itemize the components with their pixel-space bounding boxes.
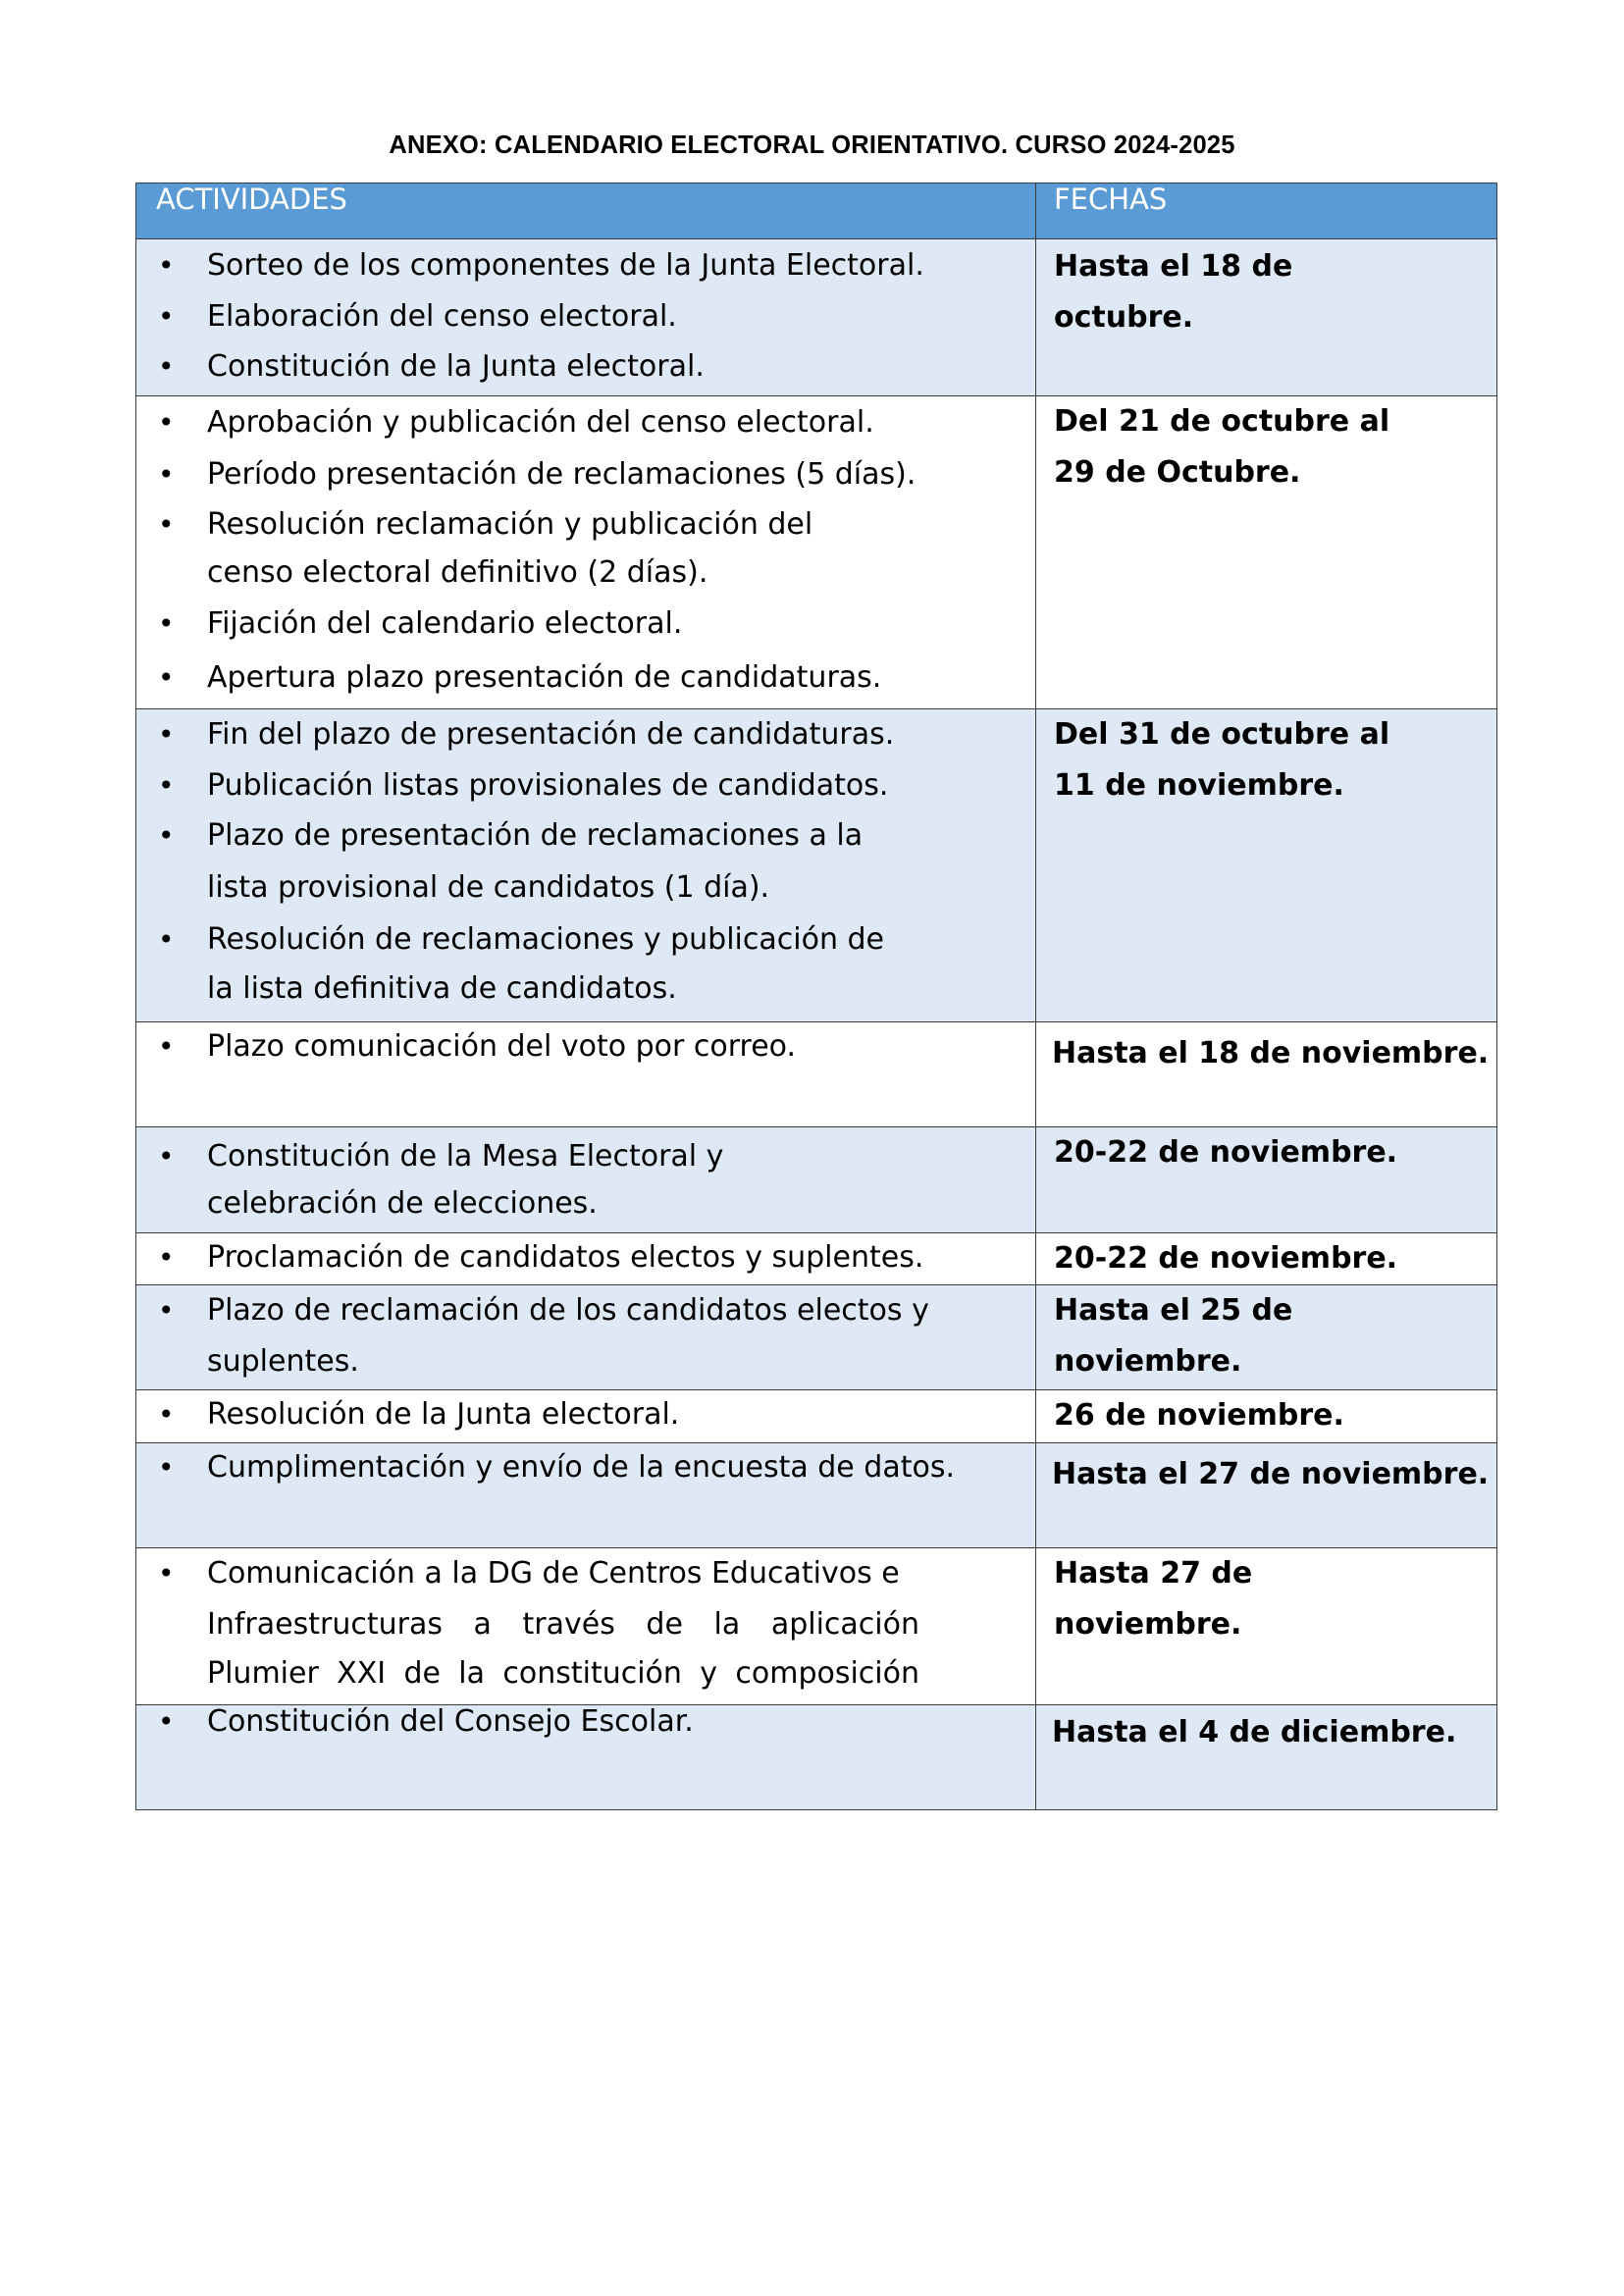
list-item-line: Plumier XXI de la constitución y composición <box>207 1656 919 1691</box>
list-item: • Plazo comunicación del voto por correo. <box>136 1022 1035 1071</box>
list-item <box>136 811 1035 915</box>
date-cell <box>1036 709 1496 811</box>
list-item: • Constitución de la Junta electoral. <box>136 342 1035 391</box>
date-line: 26 de noviembre. <box>1054 1398 1344 1433</box>
list-item: • Aprobación y publicación del censo electoral. <box>136 396 1035 448</box>
date-line: Hasta el 18 de noviembre. <box>1052 1036 1490 1070</box>
list-item-line: • Plazo de presentación de reclamaciones a la <box>207 818 864 853</box>
list-item: • Elaboración del censo electoral. <box>136 290 1035 342</box>
activities-header: ACTIVIDADES <box>136 183 1036 239</box>
date-cell <box>1036 1548 1496 1650</box>
table-row <box>136 1390 1497 1443</box>
table-row <box>136 1022 1497 1127</box>
table-row <box>136 1127 1497 1233</box>
list-item: • Período presentación de reclamaciones (5 días). <box>136 448 1035 500</box>
list-item-line: • Comunicación a la DG de Centros Educativos e <box>207 1556 900 1591</box>
document-title: ANEXO: CALENDARIO ELECTORAL ORIENTATIVO. CURSO 2024-2025 <box>389 131 1235 159</box>
date-line: Hasta el 25 de <box>1054 1293 1293 1328</box>
list-item: • Fin del plazo de presentación de candidaturas. <box>136 709 1035 760</box>
date-line: Hasta el 18 de <box>1054 249 1293 284</box>
list-item: • Publicación listas provisionales de candidatos. <box>136 760 1035 811</box>
date-cell <box>1036 239 1496 343</box>
list-item <box>136 1548 1035 1697</box>
date-line: octubre. <box>1054 300 1194 335</box>
table-row <box>136 709 1497 1022</box>
list-item-line: lista provisional de candidatos (1 día). <box>207 870 770 905</box>
date-line: 20-22 de noviembre. <box>1054 1135 1398 1170</box>
date-cell <box>1036 396 1496 498</box>
date-line: Del 21 de octubre al <box>1054 404 1390 439</box>
table-row <box>136 1285 1497 1390</box>
table-row <box>136 1233 1497 1285</box>
list-item: • Proclamación de candidatos electos y suplentes. <box>136 1233 1035 1282</box>
table-row <box>136 1548 1497 1705</box>
dates-header: FECHAS <box>1036 183 1497 239</box>
table-row <box>136 239 1497 396</box>
date-cell <box>1036 1127 1496 1178</box>
date-cell <box>1036 1705 1496 1758</box>
list-item: • Sorteo de los componentes de la Junta Electoral. <box>136 241 1035 290</box>
list-item-line: censo electoral definitivo (2 días). <box>207 555 708 590</box>
date-cell <box>1036 1390 1496 1441</box>
list-item: • Fijación del calendario electoral. <box>136 597 1035 652</box>
table-header-row <box>136 183 1497 239</box>
date-line: 20-22 de noviembre. <box>1054 1241 1398 1276</box>
list-item-line: • Resolución de reclamaciones y publicación de <box>207 922 884 957</box>
table-row <box>136 396 1497 709</box>
list-item-line: • Plazo de reclamación de los candidatos electos y <box>207 1293 929 1328</box>
date-line: noviembre. <box>1054 1344 1242 1379</box>
table-row <box>136 1443 1497 1548</box>
list-item: • Resolución de la Junta electoral. <box>136 1390 1035 1439</box>
list-item: • Constitución del Consejo Escolar. <box>136 1697 1035 1747</box>
date-line: Hasta el 27 de noviembre. <box>1052 1457 1490 1491</box>
list-item: • Cumplimentación y envío de la encuesta de datos. <box>136 1443 1035 1492</box>
date-line: 11 de noviembre. <box>1054 768 1344 803</box>
list-item-line: • Resolución reclamación y publicación del <box>207 507 813 542</box>
date-line: Hasta 27 de <box>1054 1556 1253 1591</box>
list-item: • Apertura plazo presentación de candidaturas. <box>136 652 1035 704</box>
list-item-line: celebración de elecciones. <box>207 1186 598 1221</box>
date-line: Del 31 de octubre al <box>1054 717 1390 752</box>
list-item-line: • Constitución de la Mesa Electoral y <box>207 1139 724 1174</box>
date-line: 29 de Octubre. <box>1054 455 1301 490</box>
date-cell <box>1036 1022 1496 1079</box>
list-item <box>136 915 1035 1014</box>
list-item <box>136 1285 1035 1387</box>
date-line: noviembre. <box>1054 1607 1242 1642</box>
list-item <box>136 1133 1035 1227</box>
list-item-line: Infraestructuras a través de la aplicación <box>207 1607 919 1642</box>
date-cell <box>1036 1443 1496 1500</box>
electoral-calendar-table <box>135 183 1497 1810</box>
table-row <box>136 1705 1497 1810</box>
date-line: Hasta el 4 de diciembre. <box>1052 1715 1457 1749</box>
list-item-line: la lista definitiva de candidatos. <box>207 971 677 1006</box>
date-cell <box>1036 1285 1496 1387</box>
list-item <box>136 500 1035 597</box>
date-cell <box>1036 1233 1496 1284</box>
list-item-line: suplentes. <box>207 1344 359 1379</box>
